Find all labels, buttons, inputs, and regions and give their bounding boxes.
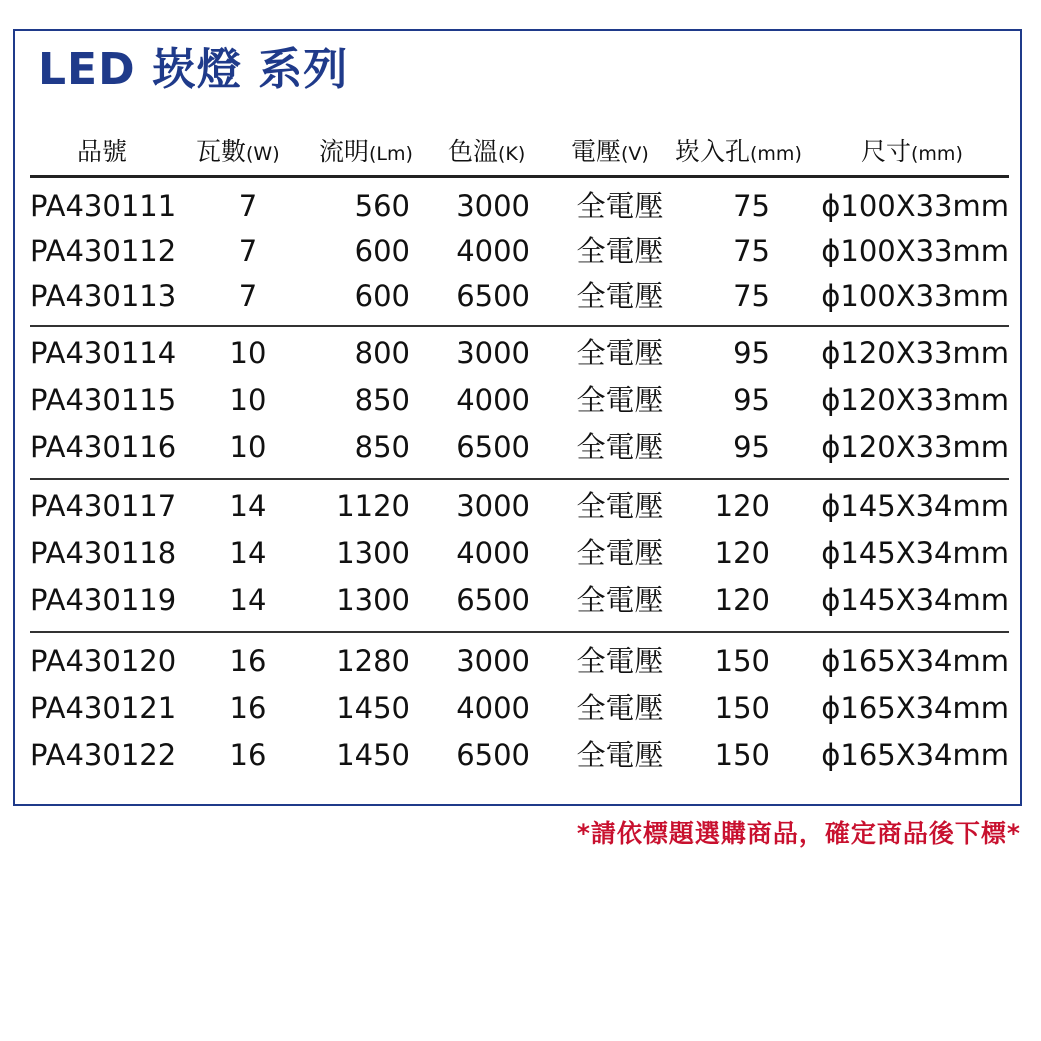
header-cutout	[675, 130, 802, 176]
table-row	[30, 425, 1009, 469]
header-label: 崁入孔	[675, 137, 751, 166]
cell-lumen: 850	[354, 430, 410, 464]
cell-size: ϕ145X34mm	[821, 489, 1009, 523]
cell-wattage: 14	[229, 583, 267, 617]
header-divider	[30, 175, 1009, 178]
cell-part-no: PA430118	[30, 536, 177, 570]
cell-color-temp: 4000	[456, 536, 530, 570]
cell-lumen: 600	[354, 279, 410, 313]
cell-lumen: 1120	[336, 489, 410, 523]
cell-color-temp: 3000	[456, 489, 530, 523]
cell-wattage: 14	[229, 489, 267, 523]
header-unit: (mm)	[750, 143, 802, 165]
cell-lumen: 800	[354, 336, 410, 370]
cell-size: ϕ100X33mm	[821, 234, 1009, 268]
cell-lumen: 1450	[336, 738, 410, 772]
header-label: 品號	[77, 137, 128, 166]
cell-cutout: 150	[714, 691, 770, 725]
cell-size: ϕ165X34mm	[821, 738, 1009, 772]
cell-lumen: 600	[354, 234, 410, 268]
header-unit: (Lm)	[369, 143, 413, 165]
cell-lumen: 1280	[336, 644, 410, 678]
cell-size: ϕ165X34mm	[821, 691, 1009, 725]
cell-cutout: 150	[714, 738, 770, 772]
header-wattage	[196, 130, 280, 176]
cell-lumen: 1300	[336, 536, 410, 570]
cell-color-temp: 3000	[456, 189, 530, 223]
cell-wattage: 16	[229, 691, 267, 725]
header-part-no	[77, 130, 127, 176]
table-row	[30, 578, 1009, 622]
cell-color-temp: 6500	[456, 279, 530, 313]
cell-color-temp: 6500	[456, 738, 530, 772]
cell-voltage: 全電壓	[576, 536, 664, 570]
cell-part-no: PA430119	[30, 583, 177, 617]
table-row	[30, 331, 1009, 375]
cell-lumen: 1450	[336, 691, 410, 725]
cell-size: ϕ165X34mm	[821, 644, 1009, 678]
table-row	[30, 484, 1009, 528]
cell-cutout: 95	[733, 430, 770, 464]
cell-size: ϕ100X33mm	[821, 189, 1009, 223]
cell-voltage: 全電壓	[576, 279, 664, 313]
header-label: 流明	[319, 137, 370, 166]
cell-size: ϕ120X33mm	[821, 336, 1009, 370]
cell-voltage: 全電壓	[576, 189, 664, 223]
cell-part-no: PA430122	[30, 738, 177, 772]
table-row	[30, 229, 1009, 273]
cell-voltage: 全電壓	[576, 738, 664, 772]
cell-cutout: 120	[714, 536, 770, 570]
cell-color-temp: 3000	[456, 644, 530, 678]
cell-wattage: 10	[229, 430, 267, 464]
table-row	[30, 274, 1009, 318]
cell-size: ϕ145X34mm	[821, 583, 1009, 617]
cell-wattage: 7	[238, 234, 258, 268]
cell-lumen: 850	[354, 383, 410, 417]
cell-cutout: 95	[733, 383, 770, 417]
cell-voltage: 全電壓	[576, 644, 664, 678]
table-row	[30, 639, 1009, 683]
cell-size: ϕ120X33mm	[821, 430, 1009, 464]
cell-color-temp: 6500	[456, 583, 530, 617]
header-unit: (mm)	[911, 143, 963, 165]
cell-wattage: 14	[229, 536, 267, 570]
table-row	[30, 184, 1009, 228]
cell-cutout: 120	[714, 489, 770, 523]
cell-part-no: PA430114	[30, 336, 177, 370]
header-color-temp	[448, 130, 525, 176]
cell-part-no: PA430113	[30, 279, 177, 313]
group-divider	[30, 478, 1009, 480]
cell-cutout: 75	[733, 234, 770, 268]
cell-lumen: 1300	[336, 583, 410, 617]
table-header	[30, 130, 1009, 174]
header-lumen	[319, 130, 413, 176]
cell-color-temp: 6500	[456, 430, 530, 464]
cell-voltage: 全電壓	[576, 489, 664, 523]
cell-size: ϕ120X33mm	[821, 383, 1009, 417]
cell-cutout: 95	[733, 336, 770, 370]
table-row	[30, 686, 1009, 730]
header-size	[861, 130, 963, 176]
cell-part-no: PA430117	[30, 489, 177, 523]
cell-color-temp: 4000	[456, 691, 530, 725]
table-row	[30, 531, 1009, 575]
header-unit: (V)	[621, 143, 649, 165]
cell-wattage: 7	[238, 189, 258, 223]
purchase-note: *請依標題選購商品，確定商品後下標*	[576, 819, 1021, 848]
cell-color-temp: 4000	[456, 383, 530, 417]
cell-part-no: PA430116	[30, 430, 177, 464]
cell-wattage: 16	[229, 738, 267, 772]
header-label: 色溫	[448, 137, 499, 166]
cell-color-temp: 3000	[456, 336, 530, 370]
cell-wattage: 10	[229, 383, 267, 417]
cell-cutout: 120	[714, 583, 770, 617]
table-row	[30, 733, 1009, 777]
cell-wattage: 10	[229, 336, 267, 370]
cell-voltage: 全電壓	[576, 691, 664, 725]
cell-cutout: 75	[733, 279, 770, 313]
cell-part-no: PA430111	[30, 189, 177, 223]
group-divider	[30, 631, 1009, 633]
header-label: 電壓	[571, 137, 622, 166]
header-voltage	[571, 130, 649, 176]
header-unit: (W)	[246, 143, 280, 165]
cell-cutout: 150	[714, 644, 770, 678]
cell-voltage: 全電壓	[576, 583, 664, 617]
cell-size: ϕ100X33mm	[821, 279, 1009, 313]
cell-part-no: PA430115	[30, 383, 177, 417]
header-unit: (K)	[498, 143, 526, 165]
header-label: 瓦數	[196, 137, 247, 166]
header-label: 尺寸	[861, 137, 912, 166]
cell-color-temp: 4000	[456, 234, 530, 268]
cell-part-no: PA430112	[30, 234, 177, 268]
cell-voltage: 全電壓	[576, 336, 664, 370]
cell-size: ϕ145X34mm	[821, 536, 1009, 570]
cell-part-no: PA430121	[30, 691, 177, 725]
cell-part-no: PA430120	[30, 644, 177, 678]
cell-cutout: 75	[733, 189, 770, 223]
cell-lumen: 560	[354, 189, 410, 223]
cell-voltage: 全電壓	[576, 234, 664, 268]
cell-wattage: 16	[229, 644, 267, 678]
table-row	[30, 378, 1009, 422]
page-title: LED 崁燈 系列	[38, 44, 349, 95]
cell-voltage: 全電壓	[576, 383, 664, 417]
group-divider	[30, 325, 1009, 327]
cell-wattage: 7	[238, 279, 258, 313]
cell-voltage: 全電壓	[576, 430, 664, 464]
